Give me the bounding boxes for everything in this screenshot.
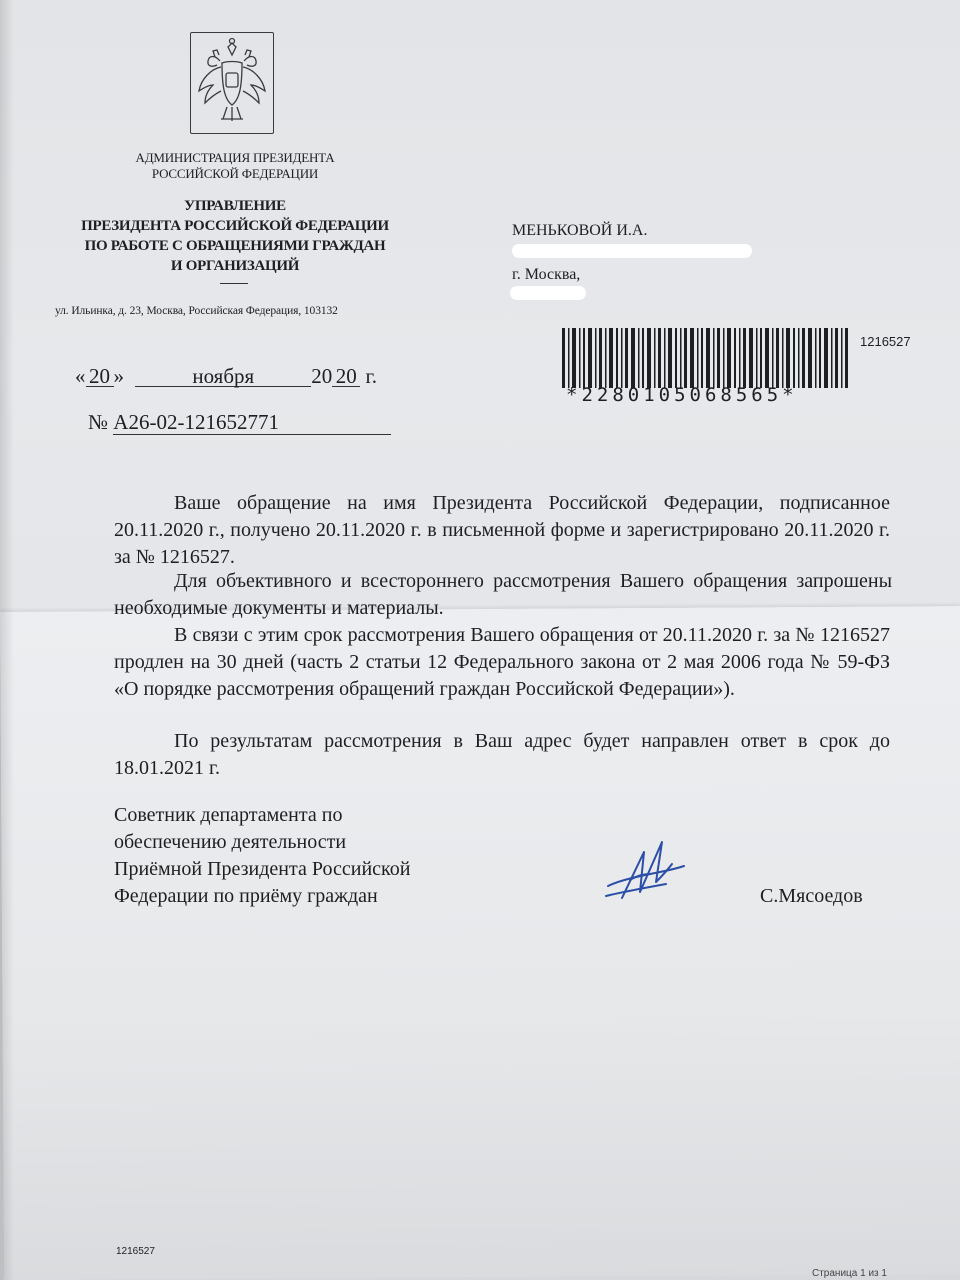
ref-label: № <box>88 410 109 434</box>
signer-title-line: Федерации по приёму граждан <box>114 885 378 907</box>
organization-address: ул. Ильинка, д. 23, Москва, Российская Федерация, 103132 <box>55 305 338 317</box>
department-title <box>55 196 415 276</box>
date-day: 20 <box>86 366 114 387</box>
signer-name: С.Мясоедов <box>760 885 863 907</box>
paragraph-received <box>114 490 890 571</box>
letter-page-bottom <box>0 606 960 1280</box>
date-year-mark: г. <box>365 364 377 388</box>
date-year-suffix: 20 <box>332 366 360 387</box>
redaction-mark <box>512 244 752 258</box>
admin-line: АДМИНИСТРАЦИЯ ПРЕЗИДЕНТА <box>135 150 335 165</box>
date-month: ноября <box>135 366 311 387</box>
department-line: ПРЕЗИДЕНТА РОССИЙСКОЙ ФЕДЕРАЦИИ <box>81 218 389 234</box>
signer-title <box>114 802 410 910</box>
quote-open: « <box>75 364 86 388</box>
paragraph-text: Для объективного и всестороннего рассмотрения Вашего обращения запрошены необходимые документы и материалы. <box>114 570 892 619</box>
administration-title <box>110 150 360 182</box>
quote-close: » <box>113 364 124 388</box>
redaction-mark <box>510 286 586 300</box>
signer-title-line: Приёмной Президента Российской <box>114 858 411 880</box>
paragraph-response-deadline <box>114 728 890 782</box>
department-line: ПО РАБОТЕ С ОБРАЩЕНИЯМИ ГРАЖДАН <box>84 238 386 254</box>
date-year-prefix: 20 <box>311 364 333 388</box>
coat-of-arms-emblem <box>190 32 274 134</box>
barcode-bars <box>560 328 850 388</box>
department-line: И ОРГАНИЗАЦИЙ <box>170 258 300 274</box>
footer-page-counter: Страница 1 из 1 <box>812 1268 887 1279</box>
paragraph-text: Ваше обращение на имя Президента Российской Федерации, подписанное 20.11.2020 г., получено 20.11.2020 г. в письменной форме и зарегистрировано 20.11.2020 г. за № 1216527. <box>114 492 890 568</box>
paragraph-documents-requested <box>114 568 892 622</box>
paragraph-text: По результатам рассмотрения в Ваш адрес будет направлен ответ в срок до 18.01.2021 г. <box>114 730 890 779</box>
department-line: УПРАВЛЕНИЕ <box>184 198 286 214</box>
admin-line: РОССИЙСКОЙ ФЕДЕРАЦИИ <box>151 166 319 181</box>
page-edge-shadow <box>0 0 14 1280</box>
reference-number <box>88 410 391 435</box>
double-headed-eagle-icon <box>191 33 273 133</box>
paragraph-term-extended <box>114 622 890 703</box>
header-divider <box>220 283 248 284</box>
barcode-digits: *2280105068565* <box>566 384 798 406</box>
recipient-name: МЕНЬКОВОЙ И.А. <box>512 222 648 239</box>
ref-value: А26-02-121652771 <box>113 410 391 435</box>
signer-title-line: Советник департамента по <box>114 804 343 826</box>
paragraph-text: В связи с этим срок рассмотрения Вашего обращения от 20.11.2020 г. за № 1216527 продлен на 30 дней (часть 2 статьи 12 Федерального закона от 2 мая 2006 года № 59-ФЗ «О порядке рассмотрения обращений граждан Российской Федерации»). <box>114 624 890 700</box>
recipient-city: г. Москва, <box>512 266 581 283</box>
case-number: 1216527 <box>860 334 911 349</box>
handwritten-signature <box>600 832 690 912</box>
letter-date <box>75 364 377 389</box>
signer-title-line: обеспечению деятельности <box>114 831 347 853</box>
footer-case-number: 1216527 <box>116 1246 155 1257</box>
